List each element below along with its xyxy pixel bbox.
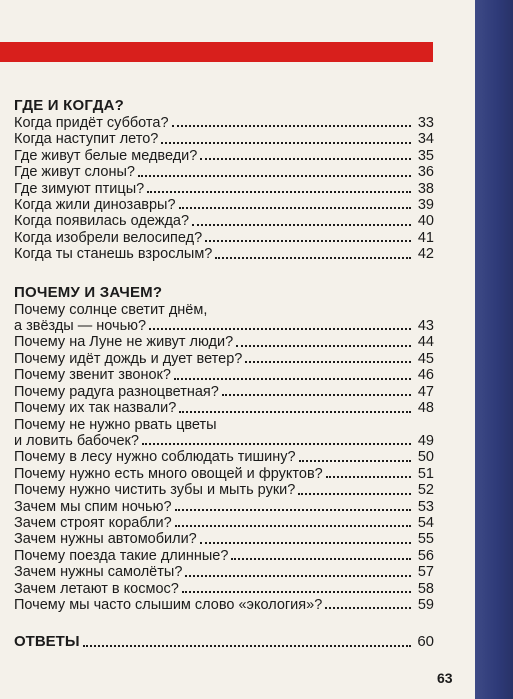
entry-page: 33 — [417, 115, 434, 131]
entry-text: Где зимуют птицы? — [14, 180, 145, 197]
entry-page: 36 — [417, 164, 434, 181]
entry-page: 45 — [417, 350, 434, 367]
dot-leader — [299, 460, 411, 462]
dot-leader — [222, 394, 411, 396]
entry-text: Почему на Луне не живут люди? — [14, 334, 234, 351]
entry-page: 55 — [417, 531, 434, 548]
entry-page: 35 — [417, 147, 434, 164]
entry-page: 48 — [417, 400, 434, 417]
toc-entry[interactable] — [14, 367, 434, 383]
entry-page: 47 — [417, 383, 434, 400]
section-title-why-what-for: ПОЧЕМУ И ЗАЧЕМ? — [14, 283, 163, 301]
entry-text: Где живут слоны? — [14, 164, 135, 181]
toc-entry-answers[interactable] — [14, 634, 434, 650]
dot-leader — [205, 240, 411, 242]
entry-text: Когда придёт суббота? — [14, 115, 169, 131]
entry-text: Почему идёт дождь и дует ветер? — [14, 350, 243, 367]
toc-entry[interactable] — [14, 449, 434, 465]
entry-text: Почему в лесу нужно соблюдать тишину? — [14, 449, 296, 466]
entry-page: 43 — [417, 318, 434, 335]
toc-entry[interactable] — [14, 433, 434, 449]
toc-entry[interactable] — [14, 531, 434, 547]
dot-leader — [200, 158, 411, 160]
entry-page: 49 — [417, 432, 434, 449]
dot-leader — [138, 175, 411, 177]
entry-text: Зачем нужны автомобили? — [14, 531, 197, 548]
entry-text: Зачем строят корабли? — [14, 514, 172, 531]
toc-entry[interactable] — [14, 213, 434, 229]
entry-text: Когда наступит лето? — [14, 131, 159, 148]
toc-entry[interactable] — [14, 115, 434, 131]
entry-text-line1[interactable]: Почему солнце светит днём, — [14, 301, 208, 318]
entry-page: 50 — [417, 449, 434, 466]
dot-leader — [179, 207, 411, 209]
section-title-where-when: ГДЕ И КОГДА? — [14, 97, 124, 114]
entry-text: Когда изобрели велосипед? — [14, 229, 203, 246]
entry-page: 46 — [417, 367, 434, 384]
entry-page: 54 — [417, 514, 434, 531]
entry-text: Почему поезда такие длинные? — [14, 547, 229, 564]
dot-leader — [298, 493, 411, 495]
toc-entry[interactable] — [14, 499, 434, 515]
toc-entry[interactable] — [14, 515, 434, 531]
answers-label: ОТВЕТЫ — [14, 633, 80, 651]
toc-entry[interactable] — [14, 334, 434, 350]
entry-page: 42 — [417, 246, 434, 263]
dot-leader — [172, 125, 411, 127]
toc-entry[interactable] — [14, 548, 434, 564]
toc-entry[interactable] — [14, 400, 434, 416]
entry-page: 58 — [417, 580, 434, 597]
entry-page: 40 — [417, 213, 434, 230]
dot-leader — [174, 378, 411, 380]
entry-text: Почему звенит звонок? — [14, 367, 171, 384]
entry-page: 44 — [417, 334, 434, 351]
toc-entry[interactable] — [14, 197, 434, 213]
entry-text-line1[interactable]: Почему не нужно рвать цветы — [14, 416, 217, 433]
dot-leader — [185, 575, 411, 577]
dot-leader — [142, 443, 411, 445]
toc-entry[interactable] — [14, 164, 434, 180]
toc-entry[interactable] — [14, 181, 434, 197]
toc-entry[interactable] — [14, 318, 434, 334]
dot-leader — [149, 328, 411, 330]
table-of-contents — [14, 96, 434, 651]
toc-entry[interactable] — [14, 148, 434, 164]
dot-leader — [236, 345, 411, 347]
entry-text: Почему их так назвали? — [14, 400, 177, 417]
entry-text: Зачем летают в космос? — [14, 580, 179, 597]
toc-entry[interactable] — [14, 482, 434, 498]
entry-text: и ловить бабочек? — [14, 432, 139, 449]
entry-text: Когда ты станешь взрослым? — [14, 246, 213, 263]
dot-leader — [175, 509, 411, 511]
red-header-bar — [0, 42, 433, 62]
dot-leader — [200, 542, 411, 544]
dot-leader — [83, 645, 411, 647]
entry-page: 38 — [417, 180, 434, 197]
dot-leader — [215, 257, 411, 259]
entry-text: Почему нужно есть много овощей и фруктов? — [14, 465, 323, 482]
toc-entry[interactable] — [14, 466, 434, 482]
toc-entry[interactable] — [14, 351, 434, 367]
toc-entry[interactable] — [14, 384, 434, 400]
entry-text: а звёзды — ночью? — [14, 318, 147, 335]
entry-page: 39 — [417, 197, 434, 214]
entry-text: Зачем мы спим ночью? — [14, 498, 172, 515]
dot-leader — [179, 411, 411, 413]
entry-page: 52 — [417, 482, 434, 499]
section-gap — [14, 263, 434, 283]
entry-page: 59 — [417, 596, 434, 613]
dot-leader — [245, 361, 411, 363]
entry-page: 34 — [417, 131, 434, 148]
dot-leader — [231, 558, 411, 560]
toc-entry[interactable] — [14, 230, 434, 246]
dot-leader — [182, 591, 411, 593]
toc-entry[interactable] — [14, 597, 434, 613]
dot-leader — [325, 607, 411, 609]
entry-text: Зачем нужны самолёты? — [14, 564, 183, 581]
entry-text: Где живут белые медведи? — [14, 147, 198, 164]
toc-entry[interactable] — [14, 564, 434, 580]
entry-page: 56 — [417, 547, 434, 564]
dot-leader — [175, 525, 411, 527]
dot-leader — [161, 142, 411, 144]
dot-leader — [147, 191, 411, 193]
dot-leader — [326, 476, 411, 478]
page-edge — [475, 0, 513, 699]
entry-text: Почему мы часто слышим слово «экология»? — [14, 596, 323, 613]
dot-leader — [192, 224, 411, 226]
entry-text: Когда появилась одежда? — [14, 213, 190, 230]
entry-page: 51 — [417, 465, 434, 482]
entry-text: Почему радуга разноцветная? — [14, 383, 219, 400]
page-number: 63 — [437, 670, 453, 686]
toc-entry[interactable] — [14, 131, 434, 147]
entry-page: 41 — [417, 229, 434, 246]
entry-page: 53 — [417, 498, 434, 515]
toc-entry[interactable] — [14, 581, 434, 597]
entry-text: Когда жили динозавры? — [14, 197, 176, 214]
toc-entry[interactable] — [14, 246, 434, 262]
entry-text: Почему нужно чистить зубы и мыть руки? — [14, 482, 296, 499]
answers-page: 60 — [417, 633, 434, 651]
entry-page: 57 — [417, 564, 434, 581]
section-gap — [14, 613, 434, 634]
